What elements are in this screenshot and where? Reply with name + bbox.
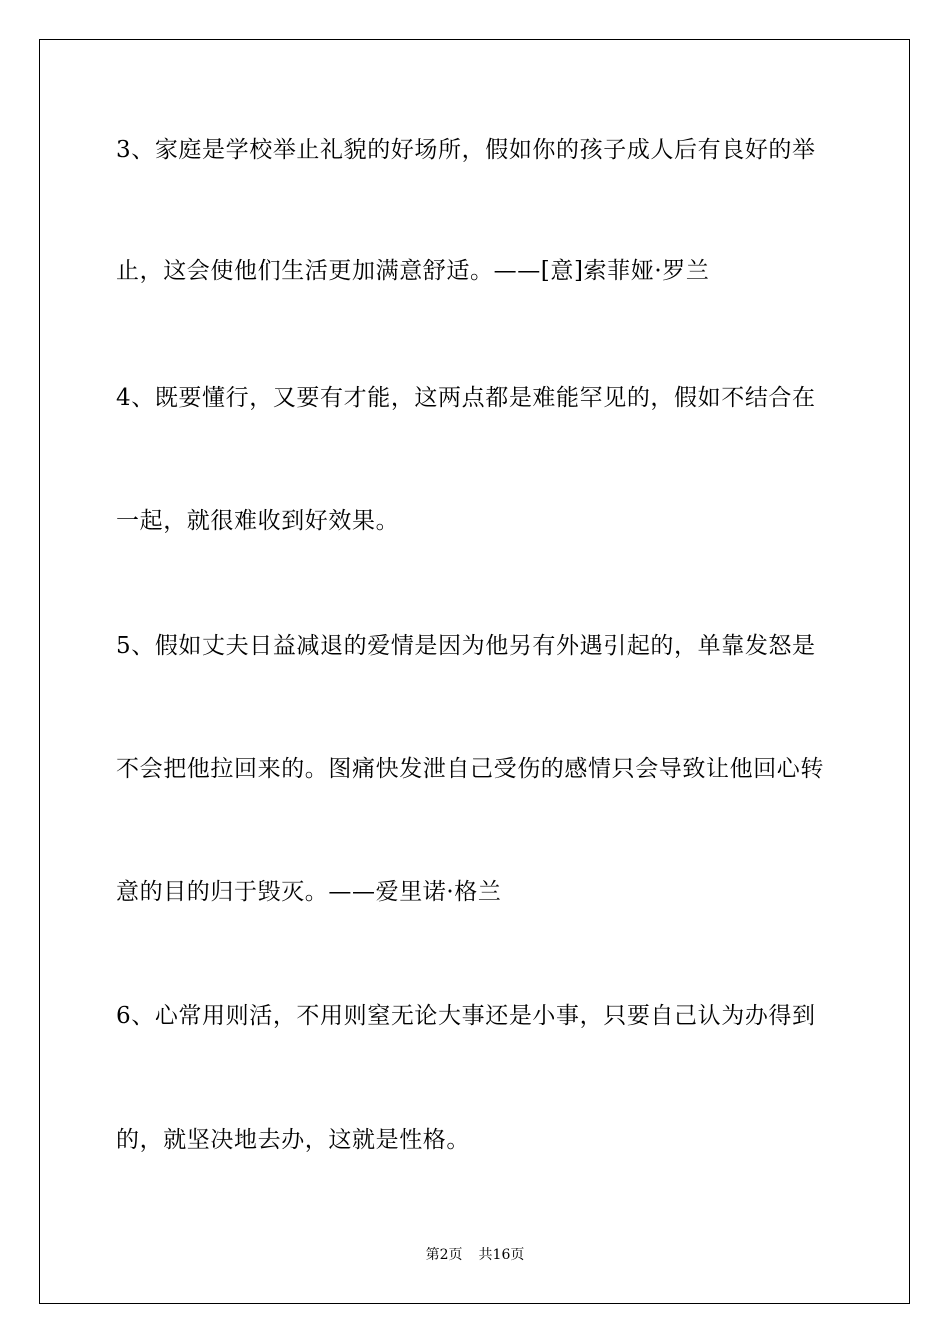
- quote-3-line-2: 止，这会使他们生活更加满意舒适。——[意]索菲娅·罗兰: [116, 258, 710, 284]
- quote-3-line-1: 3、家庭是学校举止礼貌的好场所，假如你的孩子成人后有良好的举: [116, 137, 816, 163]
- quote-5-line-2: 不会把他拉回来的。图痛快发泄自己受伤的感情只会导致让他回心转: [116, 756, 824, 782]
- quote-5-line-3: 意的目的归于毁灭。——爱里诺·格兰: [116, 879, 502, 905]
- quote-6-line-1: 6、心常用则活，不用则窒无论大事还是小事，只要自己认为办得到: [116, 1003, 816, 1029]
- quote-6-line-2: 的，就坚决地去办，这就是性格。: [116, 1127, 470, 1153]
- quote-4-line-1: 4、既要懂行，又要有才能，这两点都是难能罕见的，假如不结合在: [116, 385, 816, 411]
- page-footer: [0, 1245, 950, 1265]
- page-border: [39, 39, 910, 1304]
- page-total: 共16页: [478, 1247, 525, 1263]
- page-number: 第2页: [425, 1247, 463, 1263]
- quote-4-line-2: 一起，就很难收到好效果。: [116, 508, 400, 534]
- quote-5-line-1: 5、假如丈夫日益减退的爱情是因为他另有外遇引起的，单靠发怒是: [116, 633, 816, 659]
